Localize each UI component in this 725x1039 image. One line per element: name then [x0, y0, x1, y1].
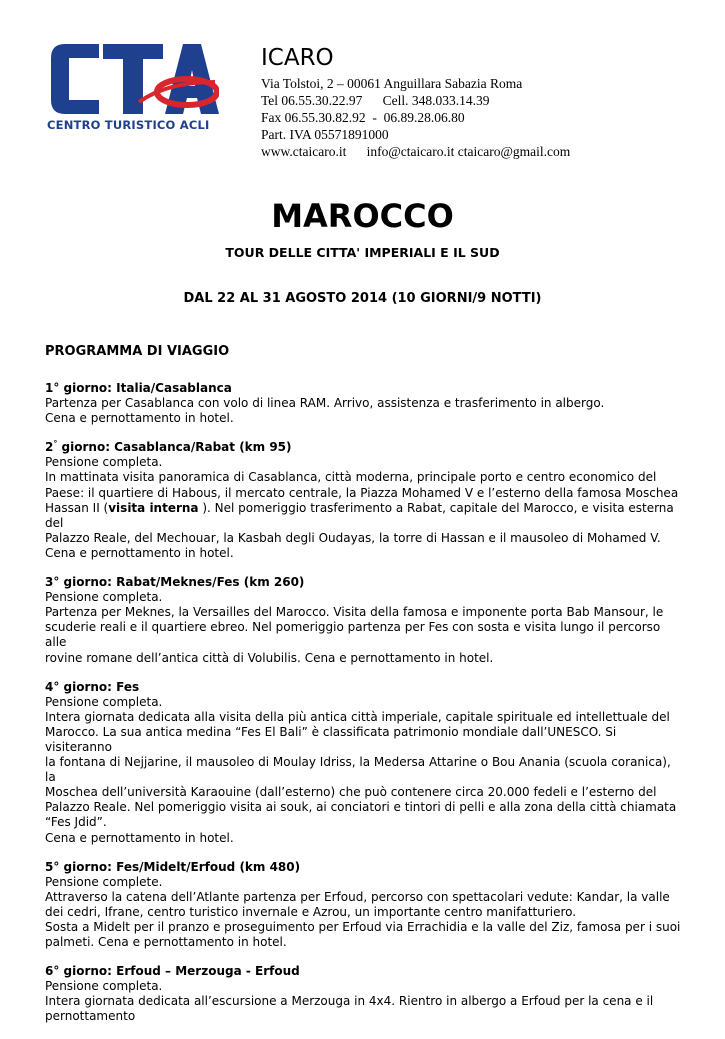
day-text: Cena e pernottamento in hotel.	[45, 411, 234, 426]
day-text: Pensione completa.	[45, 590, 163, 605]
day-text: Sosta a Midelt per il pranzo e proseguimento per Erfoud via Errachidia e la valle del Ziz, famosa per i suoi	[45, 920, 681, 934]
day-text: Palazzo Reale. Nel pomeriggio visita ai souk, ai conciatori e tintori di pelli e alla zona della città chiamata	[45, 800, 677, 815]
address: Via Tolstoi, 2 – 00061 Anguillara Sabazia Roma	[261, 76, 523, 91]
vat-number: Part. IVA 05571891000	[261, 127, 389, 142]
day-number: 2	[45, 440, 54, 455]
day-title: 3° giorno: Rabat/Meknes/Fes (km 260)	[45, 575, 305, 590]
document-subtitle: TOUR DELLE CITTA' IMPERIALI E IL SUD	[225, 245, 500, 260]
day-text: Pensione completa.	[45, 694, 163, 709]
day-text: In mattinata visita panoramica di Casablanca, città moderna, principale porto e centro economico del	[45, 470, 657, 485]
day-text: Marocco. La sua antica medina “Fes El Bali” è classificata patrimonio mondiale dall’UNESCO. Si visiteranno	[45, 724, 617, 754]
text-fragment: ). Nel pomeriggio trasferimento a Rabat, capitale del Marocco, e visita esterna del	[45, 500, 674, 530]
day-text: rovine romane dell’antica città di Volubilis. Cena e pernottamento in hotel.	[45, 650, 494, 665]
travel-dates: DAL 22 AL 31 AGOSTO 2014 (10 GIORNI/9 NOTTI)	[183, 291, 542, 306]
day-5	[45, 860, 685, 951]
day-title: 6° giorno: Erfoud – Merzouga - Erfoud	[45, 964, 300, 979]
day-text: Paese: il quartiere di Habous, il mercato centrale, la Piazza Mohamed V e l’esterno della famosa Moschea	[45, 485, 679, 500]
document-title: MAROCCO	[271, 197, 454, 235]
day-3	[45, 575, 685, 666]
day-text: dei cedri, Ifrane, centro turistico invernale e Azrou, un importante centro manifatturiero.	[45, 904, 577, 919]
degree-sup: °	[53, 439, 58, 449]
day-text: la fontana di Nejjarine, il mausoleo di Moulay Idriss, la Medersa Attarine o Bou Anania (scuola coranica), la	[45, 755, 671, 785]
logo-subtitle: CENTRO TURISTICO ACLI	[47, 118, 210, 132]
cta-logo-mark	[47, 42, 219, 118]
day-text: Partenza per Casablanca con volo di linea RAM. Arrivo, assistenza e trasferimento in albergo.	[45, 396, 605, 411]
day-text: Attraverso la catena dell’Atlante partenza per Erfoud, percorso con spettacolari vedute: Kandar, la valle	[45, 889, 670, 904]
day-text: “Fes Jdid”.	[45, 815, 107, 830]
program-content	[45, 344, 685, 1039]
organization-header	[261, 44, 570, 160]
day-title: 4° giorno: Fes	[45, 679, 140, 694]
day-text: Intera giornata dedicata all’escursione a Merzouga in 4x4. Rientro in albergo a Erfoud per la cena e il	[45, 994, 654, 1009]
day-text: Pensione complete.	[45, 874, 163, 889]
day-4	[45, 680, 685, 846]
program-heading: PROGRAMMA DI VIAGGIO	[45, 344, 230, 359]
day-text: Palazzo Reale, del Mechouar, la Kasbah degli Oudayas, la torre di Hassan e il mausoleo di Mohamed V.	[45, 530, 661, 545]
emphasis: visita interna	[108, 500, 199, 515]
web-contacts: www.ctaicaro.it info@ctaicaro.it ctaicaro@gmail.com	[261, 144, 571, 159]
text-fragment: Hassan II (	[45, 500, 109, 515]
day-1	[45, 381, 685, 426]
day-text: Pensione completa.	[45, 455, 163, 470]
day-6	[45, 964, 685, 1024]
day-text	[45, 501, 685, 531]
fax: Fax 06.55.30.82.92 - 06.89.28.06.80	[261, 110, 465, 125]
day-2	[45, 440, 685, 561]
day-text: Cena e pernottamento in hotel.	[45, 545, 234, 560]
organization-name: ICARO	[261, 45, 334, 71]
day-text: Intera giornata dedicata alla visita della più antica città imperiale, capitale spirituale ed intellettuale del	[45, 709, 670, 724]
day-title: 1° giorno: Italia/Casablanca	[45, 381, 232, 395]
day-title-rest: giorno: Casablanca/Rabat (km 95)	[57, 440, 292, 455]
day-text: Moschea dell’università Karaouine (dall’esterno) che può contenere circa 20.000 fedeli e l’esterno del	[45, 785, 657, 800]
day-title	[45, 440, 685, 455]
day-text: Cena e pernottamento in hotel.	[45, 830, 234, 845]
day-text: Partenza per Meknes, la Versailles del Marocco. Visita della famosa e imponente porta Bab Mansour, le	[45, 605, 664, 620]
day-title: 5° giorno: Fes/Midelt/Erfoud (km 480)	[45, 859, 301, 874]
day-text: scuderie reali e il quartiere ebreo. Nel pomeriggio partenza per Fes con sosta e visita lungo il percorso alle	[45, 620, 661, 650]
day-text: pernottamento	[45, 1009, 136, 1024]
day-text: Pensione completa.	[45, 979, 163, 994]
phone: Tel 06.55.30.22.97 Cell. 348.033.14.39	[261, 93, 490, 108]
day-text: palmeti. Cena e pernottamento in hotel.	[45, 935, 287, 950]
